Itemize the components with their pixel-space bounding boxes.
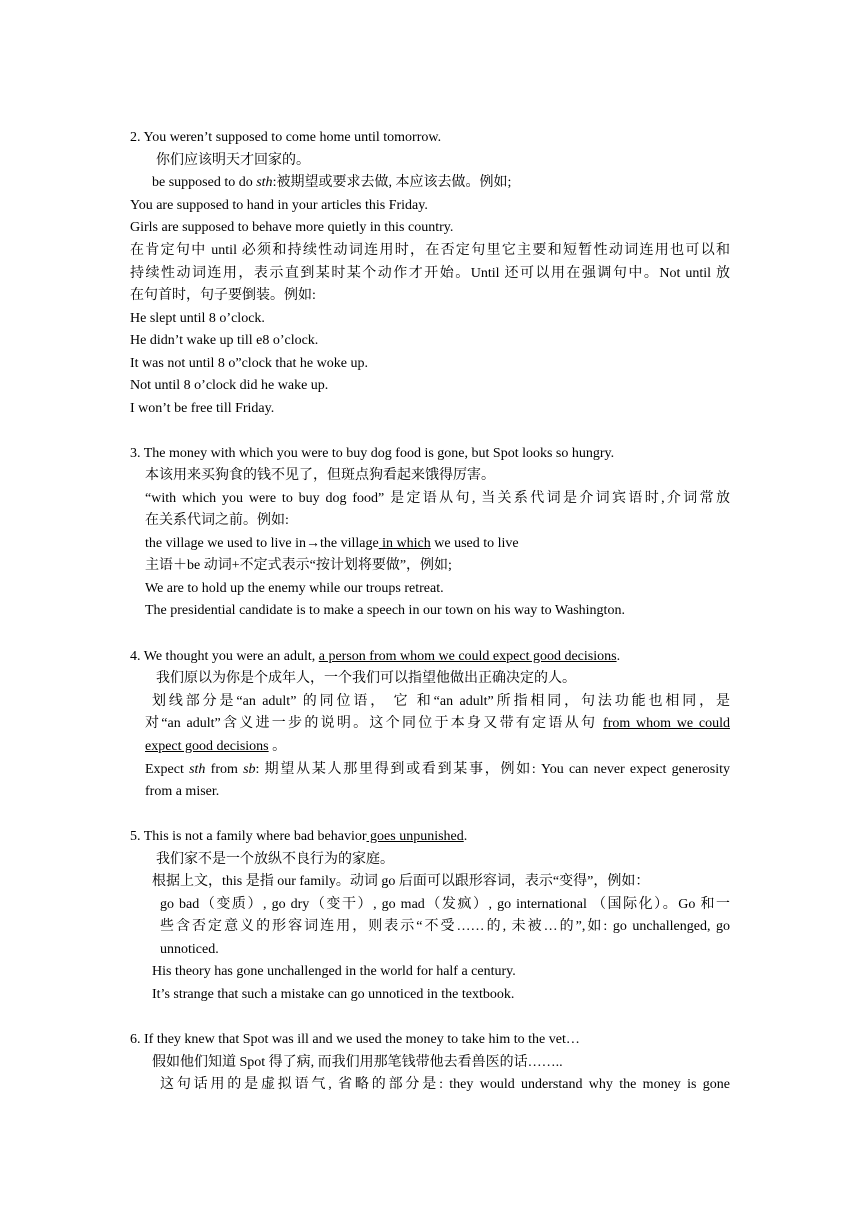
item-2-translation: 你们应该明天才回家的。 [156, 153, 310, 168]
item-3-example-1: We are to hold up the enemy while our troups retreat. [145, 581, 444, 596]
item-5-sentence: 5. This is not a family where bad behavior goes unpunished. [130, 829, 468, 844]
item-4-expect-note-end: from a miser. [145, 784, 220, 799]
item-2-example-3: He slept until 8 o’clock. [130, 311, 265, 326]
item-2-example-2: Girls are supposed to behave more quietly in this country. [130, 220, 454, 235]
item-2-until-note-1: 在肯定句中 until 必须和持续性动词连用时，在否定句里它主要和短暂性动词连用也可以和 [130, 243, 730, 258]
item-2-phrase-explanation: be supposed to do sth:被期望或要求去做, 本应该去做。例如; [152, 175, 512, 190]
item-4-expect-note: Expect sth from sb: 期望从某人那里得到或看到某事，例如: You can never expect generosity [145, 762, 730, 777]
item-3-clause-note-1: “with which you were to buy dog food” 是定语从句, 当关系代词是介词宾语时,介词常放 [145, 491, 730, 506]
item-2-example-6: Not until 8 o’clock did he wake up. [130, 378, 329, 393]
item-6-subjunctive-note: 这句话用的是虚拟语气, 省略的部分是: they would understand why the money is gone [160, 1077, 730, 1092]
item-3-clause-note-2: 在关系代词之前。例如: [145, 513, 289, 528]
item-5-translation: 我们家不是一个放纵不良行为的家庭。 [156, 852, 394, 867]
item-5-go-adj-note-3: unnoticed. [160, 942, 219, 957]
item-2-example-1: You are supposed to hand in your articles this Friday. [130, 198, 428, 213]
item-4-appositive-note-3: expect good decisions 。 [145, 739, 287, 754]
item-2-example-4: He didn’t wake up till e8 o’clock. [130, 333, 319, 348]
item-2-until-note-3: 在句首时，句子要倒装。例如: [130, 288, 316, 303]
item-3-example-2: The presidential candidate is to make a speech in our town on his way to Washington. [145, 603, 625, 618]
item-5-go-adj-note-1: go bad（变质）, go dry（变干）, go mad（发疯）, go international （国际化）。Go 和一 [160, 897, 730, 912]
item-2-until-note-2: 持续性动词连用，表示直到某时某个动作才开始。Until 还可以用在强调句中。Not until 放 [130, 266, 730, 281]
item-2-example-7: I won’t be free till Friday. [130, 401, 275, 416]
arrow-right-icon: → [305, 536, 320, 551]
item-3-translation: 本该用来买狗食的钱不见了，但斑点狗看起来饿得厉害。 [145, 468, 495, 483]
item-3-village-example: the village we used to live in→the village in which we used to live [145, 536, 519, 551]
item-4-appositive-note-1: 划线部分是“an adult” 的同位语， 它 和“an adult”所指相同，句法功能也相同，是 [152, 694, 730, 709]
item-5-example-2: It’s strange that such a mistake can go unnoticed in the textbook. [152, 987, 515, 1002]
item-6-translation: 假如他们知道 Spot 得了病, 而我们用那笔钱带他去看兽医的话…….. [152, 1055, 563, 1070]
item-3-sentence: 3. The money with which you were to buy dog food is gone, but Spot looks so hungry. [130, 446, 615, 461]
item-2-sentence: 2. You weren’t supposed to come home until tomorrow. [130, 130, 442, 145]
item-5-context-note: 根据上文，this 是指 our family。动词 go 后面可以跟形容词，表示“变得”，例如： [152, 874, 650, 889]
item-5-example-1: His theory has gone unchallenged in the world for half a century. [152, 964, 516, 979]
item-2-example-5: It was not until 8 o”clock that he woke up. [130, 356, 368, 371]
item-6-sentence: 6. If they knew that Spot was ill and we used the money to take him to the vet… [130, 1032, 580, 1047]
item-4-sentence: 4. We thought you were an adult, a person from whom we could expect good decisions. [130, 649, 621, 664]
item-5-go-adj-note-2: 些含否定意义的形容词连用，则表示“不受……的, 未被…的”,如: go unchallenged, go [160, 919, 730, 934]
item-4-appositive-note-2: 对“an adult”含义进一步的说明。这个同位于本身又带有定语从句 from whom we could [145, 716, 730, 731]
item-4-translation: 我们原以为你是个成年人，一个我们可以指望他做出正确决定的人。 [156, 671, 576, 686]
item-3-be-to-note: 主语＋be 动词+不定式表示“按计划将要做”，例如; [145, 558, 452, 573]
